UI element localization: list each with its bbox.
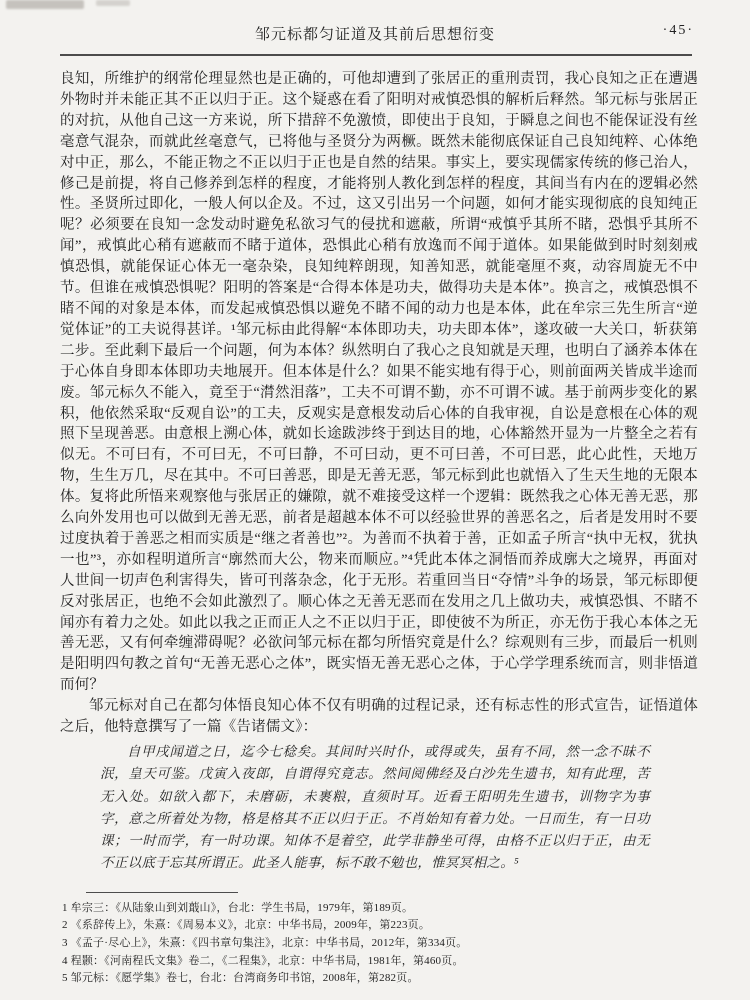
footnote: 1 牟宗三：《从陆象山到刘蕺山》，台北：学生书局，1979年，第189页。 [62, 901, 414, 914]
body-paragraph-2: 邹元标对自己在都匀体悟良知心体不仅有明确的过程记录，还有标志性的形式宣告，证悟道体之后，他特意撰写了一篇《告诸儒文》： [60, 698, 698, 736]
block-quote-gao-zhu-ru-wen: 自甲戌闻道之日，迄今七稔矣。其间时兴时仆，或得或失，虽有不同，然一念不昧不泯，皇天可鉴。戊寅入夜郎，自谓得究竟志。然间阅佛经及白沙先生遗书，知有此理，苦无入处。如欲入都下，未磨砺，未裹粮，直须时耳。近看王阳明先生遗书，训物字为事字，意之所着处为物，格是格其不正以归于正。不肖始知有着力处。一日而生，有一日功课；一时而学，有一时功课。知体不是着空，此学非静坐可得，由格不正以归于正，由无不正以底于忘其所谓正。此圣人能事，标不敢不勉也，惟冥冥相之。⁵ [100, 744, 650, 871]
header-rule [60, 54, 692, 56]
running-title: 邹元标都匀证道及其前后思想衍变 [254, 27, 495, 43]
footnote: 3 《孟子·尽心上》，朱熹：《四书章句集注》，北京：中华书局，2012年，第334页。 [62, 936, 468, 949]
page-header [0, 0, 750, 47]
footnotes-section [62, 900, 698, 988]
page-number: ·45· [662, 23, 694, 38]
footnote-separator [86, 892, 238, 893]
body-paragraph-1: 良知，所维护的纲常伦理显然也是正确的，可他却遭到了张居正的重刑责罚，我心良知之正在遭遇外物时并未能正其不正以归于正。这个疑惑在看了阳明对戒慎恐惧的解析后释然。邹元标与张居正的对抗，从他自己这一方来说，所下措辞不免激愤，即使出于良知，于瞬息之间也不能保证没有丝毫意气混杂，而就此丝毫意气，已将他与圣贤分为两橛。既然未能彻底保证自己良知纯粹、心体绝对中正，那么，不能正物之不正以归于正也是自然的结果。事实上，要实现儒家传统的修己治人，修己是前提，将自己修养到怎样的程度，才能将别人教化到怎样的程度，其间当有内在的逻辑必然性。圣贤所过即化，一般人何以企及。不过，这又引出另一个问题，如何才能实现彻底的良知纯正呢？必须要在良知一念发动时避免私欲习气的侵扰和遮蔽，所谓“戒慎乎其所不睹，恐惧乎其所不闻”，戒慎此心稍有遮蔽而不睹于道体，恐惧此心稍有放逸而不闻于道体。如果能做到时时刻刻戒慎恐惧，就能保证心体无一毫杂染，良知纯粹朗现，知善知恶，就能毫厘不爽，动容周旋无不中节。但谁在戒慎恐惧呢？阳明的答案是“合得本体是功夫，做得功夫是本体”。换言之，戒慎恐惧不睹不闻的对象是本体，而发起戒慎恐惧以避免不睹不闻的动力也是本体，此在牟宗三先生所言“逆觉体证”的工夫说得甚详。¹邹元标由此得解“本体即功夫，功夫即本体”，遂攻破一大关口，斩获第二步。至此剩下最后一个问题，何为本体？纵然明白了我心之良知就是天理，也明白了涵养本体在于心体自身即本体即功夫地展开。但本体是什么？如果不能实地有得于心，则前面两关皆成半途而废。邹元标久不能入，竟至于“潸然泪落”，工夫不可谓不勤，亦不可谓不诚。基于前两步变化的累积，他依然采取“反观自讼”的工夫，反观实是意根发动后心体的自我审视，自讼是意根在心体的观照下呈现善恶。由意根上溯心体，就如长途跋涉终于到达目的地，心体豁然开显为一片整全之若有似无。不可曰有，不可曰无，不可曰静，不可曰动，更不可曰善，不可曰恶，此心此性，天地万物，生生万几，尽在其中。不可曰善恶，即是无善无恶，邹元标到此也就悟入了生天生地的无限本体。复将此所悟来观察他与张居正的嫌隙，就不难接受这样一个逻辑：既然我之心体无善无恶，那么向外发用也可以做到无善无恶，前者是超越本体不可以经验世界的善恶名之，后者是发用时不要过度执着于善恶之相而实质是“继之者善也”²。为善而不执着于善，正如孟子所言“执中无权，犹执一也”³，亦如程明道所言“廓然而大公，物来而顺应。”⁴凭此本体之洞悟而养成廓大之境界，再面对人世间一切声色利害得失，皆可刊落杂念，化于无形。若重回当日“夺情”斗争的场景，邹元标即便反对张居正，也绝不会如此激烈了。顺心体之无善无恶而在发用之几上做功夫，戒慎恐惧、不睹不闻亦有着力之处。如此以我之正而正人之不正以归于正，即使彼不为所正，亦无伤于我心本体之无善无恶，又有何牵缠滞碍呢？必欲问邹元标在都匀所悟究竟是什么？综观则有三步，而最后一机则是阳明四句教之首句“无善无恶心之体”，既实悟无善无恶心之体，于心学学理系统而言，则非悟道而何？ [60, 71, 698, 694]
footnote: 4 程颢：《河南程氏文集》卷二，《二程集》，北京：中华书局，1981年，第460页。 [62, 954, 464, 967]
footnote: 5 邹元标：《愿学集》卷七，台北：台湾商务印书馆，2008年，第282页。 [62, 972, 419, 985]
footnote: 2 《系辞传上》，朱熹：《周易本义》，北京：中华书局，2009年，第223页。 [62, 919, 431, 932]
article-body [60, 69, 698, 988]
